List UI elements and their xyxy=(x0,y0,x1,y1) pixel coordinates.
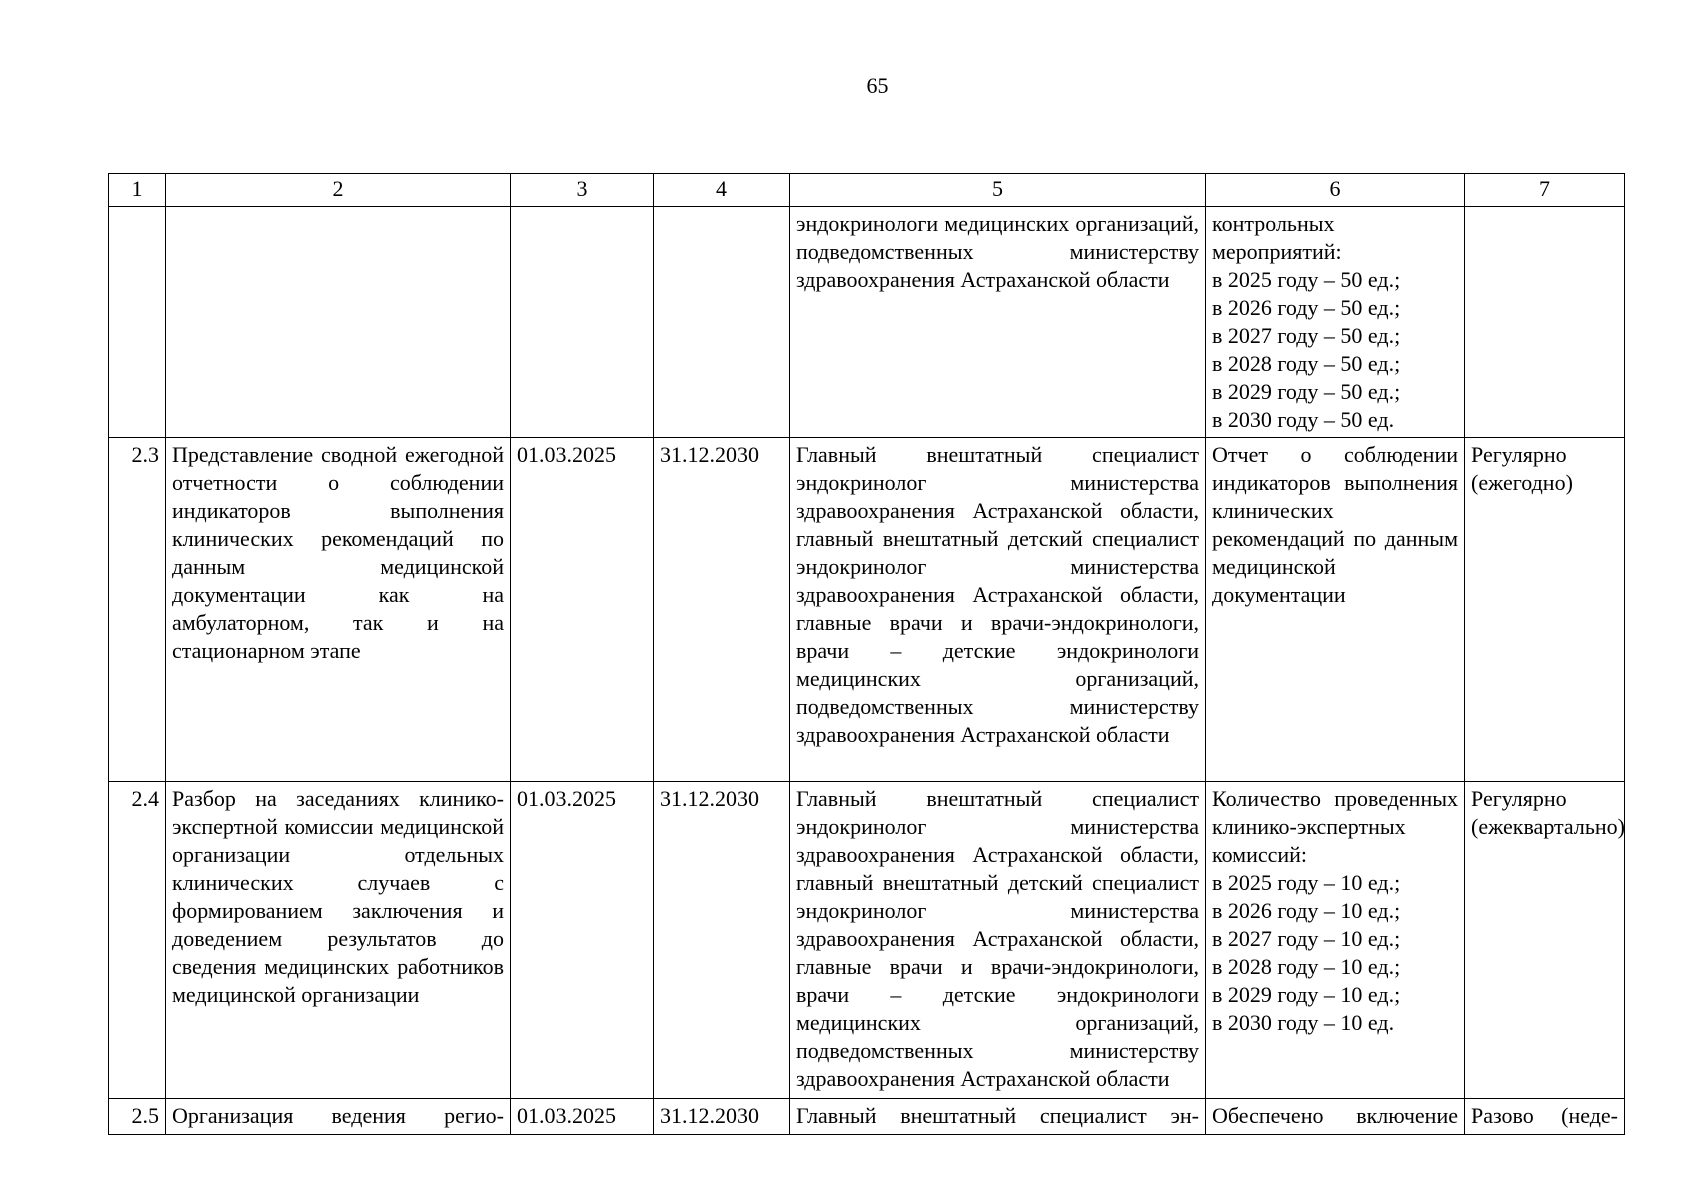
activity-name: Представление сводной ежегодной отчетности о соблюдении индикаторов выполнения клинических рекомендаций по данным медицинской документации как на амбулаторном, так и на стационарном этапе xyxy=(166,438,511,782)
result-line: в 2029 году – 10 ед.; xyxy=(1212,982,1401,1007)
result-line: Отчет о соблюдении индикаторов выполнения клинических рекомендаций по данным медицинской документации xyxy=(1212,442,1458,607)
result-line: в 2025 году – 50 ед.; xyxy=(1212,267,1401,292)
page-number: 65 xyxy=(866,73,889,98)
col-header-5: 5 xyxy=(790,174,1206,207)
result xyxy=(1206,438,1465,782)
table-row xyxy=(109,207,1625,438)
col-header-2: 2 xyxy=(166,174,511,207)
end-date: 31.12.2030 xyxy=(654,1099,790,1135)
result-line: Количество проведенных клинико-экспертных комиссий: xyxy=(1212,786,1458,867)
row-number xyxy=(109,207,166,438)
col-header-4: 4 xyxy=(654,174,790,207)
responsible: Главный внештатный специалист эндокринолог министерства здравоохранения Астраханской области, главный внештатный детский специалист эндокринолог министерства здравоохранения Астраханской области, главные врачи и врачи-эндокринологи, врачи – детские эндокринологи медицинских организаций, подведомственных министерству здравоохранения Астраханской области xyxy=(790,782,1206,1099)
result-line: в 2028 году – 10 ед.; xyxy=(1212,954,1401,979)
row-number: 2.3 xyxy=(109,438,166,782)
plan-table xyxy=(108,173,1625,1135)
col-header-6: 6 xyxy=(1206,174,1465,207)
result-line: в 2028 году – 50 ед.; xyxy=(1212,351,1401,376)
row-number: 2.5 xyxy=(109,1099,166,1135)
start-date xyxy=(511,207,654,438)
table-row xyxy=(109,782,1625,1099)
responsible: Главный внештатный специалист эн- xyxy=(790,1099,1206,1135)
result-line: Обеспечено включение xyxy=(1212,1103,1458,1128)
column-number-row xyxy=(109,174,1625,207)
col-header-1: 1 xyxy=(109,174,166,207)
end-date xyxy=(654,207,790,438)
result-line: в 2026 году – 10 ед.; xyxy=(1212,898,1401,923)
result-line: в 2026 году – 50 ед.; xyxy=(1212,295,1401,320)
end-date: 31.12.2030 xyxy=(654,438,790,782)
result xyxy=(1206,207,1465,438)
responsible: Главный внештатный специалист эндокринолог министерства здравоохранения Астраханской области, главный внештатный детский специалист эндокринолог министерства здравоохранения Астраханской области, главные врачи и врачи-эндокринологи, врачи – детские эндокринологи медицинских организаций, подведомственных министерству здравоохранения Астраханской области xyxy=(790,438,1206,782)
activity-name: Организация ведения регио- xyxy=(166,1099,511,1135)
start-date: 01.03.2025 xyxy=(511,438,654,782)
activity-name xyxy=(166,207,511,438)
result xyxy=(1206,1099,1465,1135)
result-line: контрольных мероприятий: xyxy=(1212,211,1342,264)
periodicity: Разово (неде- xyxy=(1465,1099,1625,1135)
result-line: в 2027 году – 50 ед.; xyxy=(1212,323,1401,348)
result-line: в 2027 году – 10 ед.; xyxy=(1212,926,1401,951)
periodicity: Регулярно (ежеквартально) xyxy=(1465,782,1625,1099)
start-date: 01.03.2025 xyxy=(511,782,654,1099)
table-row xyxy=(109,438,1625,782)
row-number: 2.4 xyxy=(109,782,166,1099)
periodicity xyxy=(1465,207,1625,438)
end-date: 31.12.2030 xyxy=(654,782,790,1099)
result xyxy=(1206,782,1465,1099)
col-header-7: 7 xyxy=(1465,174,1625,207)
periodicity: Регулярно (ежегодно) xyxy=(1465,438,1625,782)
result-line: в 2030 году – 10 ед. xyxy=(1212,1010,1395,1035)
result-line: в 2030 году – 50 ед. xyxy=(1212,407,1395,432)
col-header-3: 3 xyxy=(511,174,654,207)
activity-name: Разбор на заседаниях клинико-экспертной комиссии медицинской организации отдельных клинических случаев с формированием заключения и доведением результатов до сведения медицинских работников медицинской организации xyxy=(166,782,511,1099)
start-date: 01.03.2025 xyxy=(511,1099,654,1135)
responsible: эндокринологи медицинских организаций, подведомственных министерству здравоохранения Астраханской области xyxy=(790,207,1206,438)
result-line: в 2029 году – 50 ед.; xyxy=(1212,379,1401,404)
result-line: в 2025 году – 10 ед.; xyxy=(1212,870,1401,895)
table-row xyxy=(109,1099,1625,1135)
